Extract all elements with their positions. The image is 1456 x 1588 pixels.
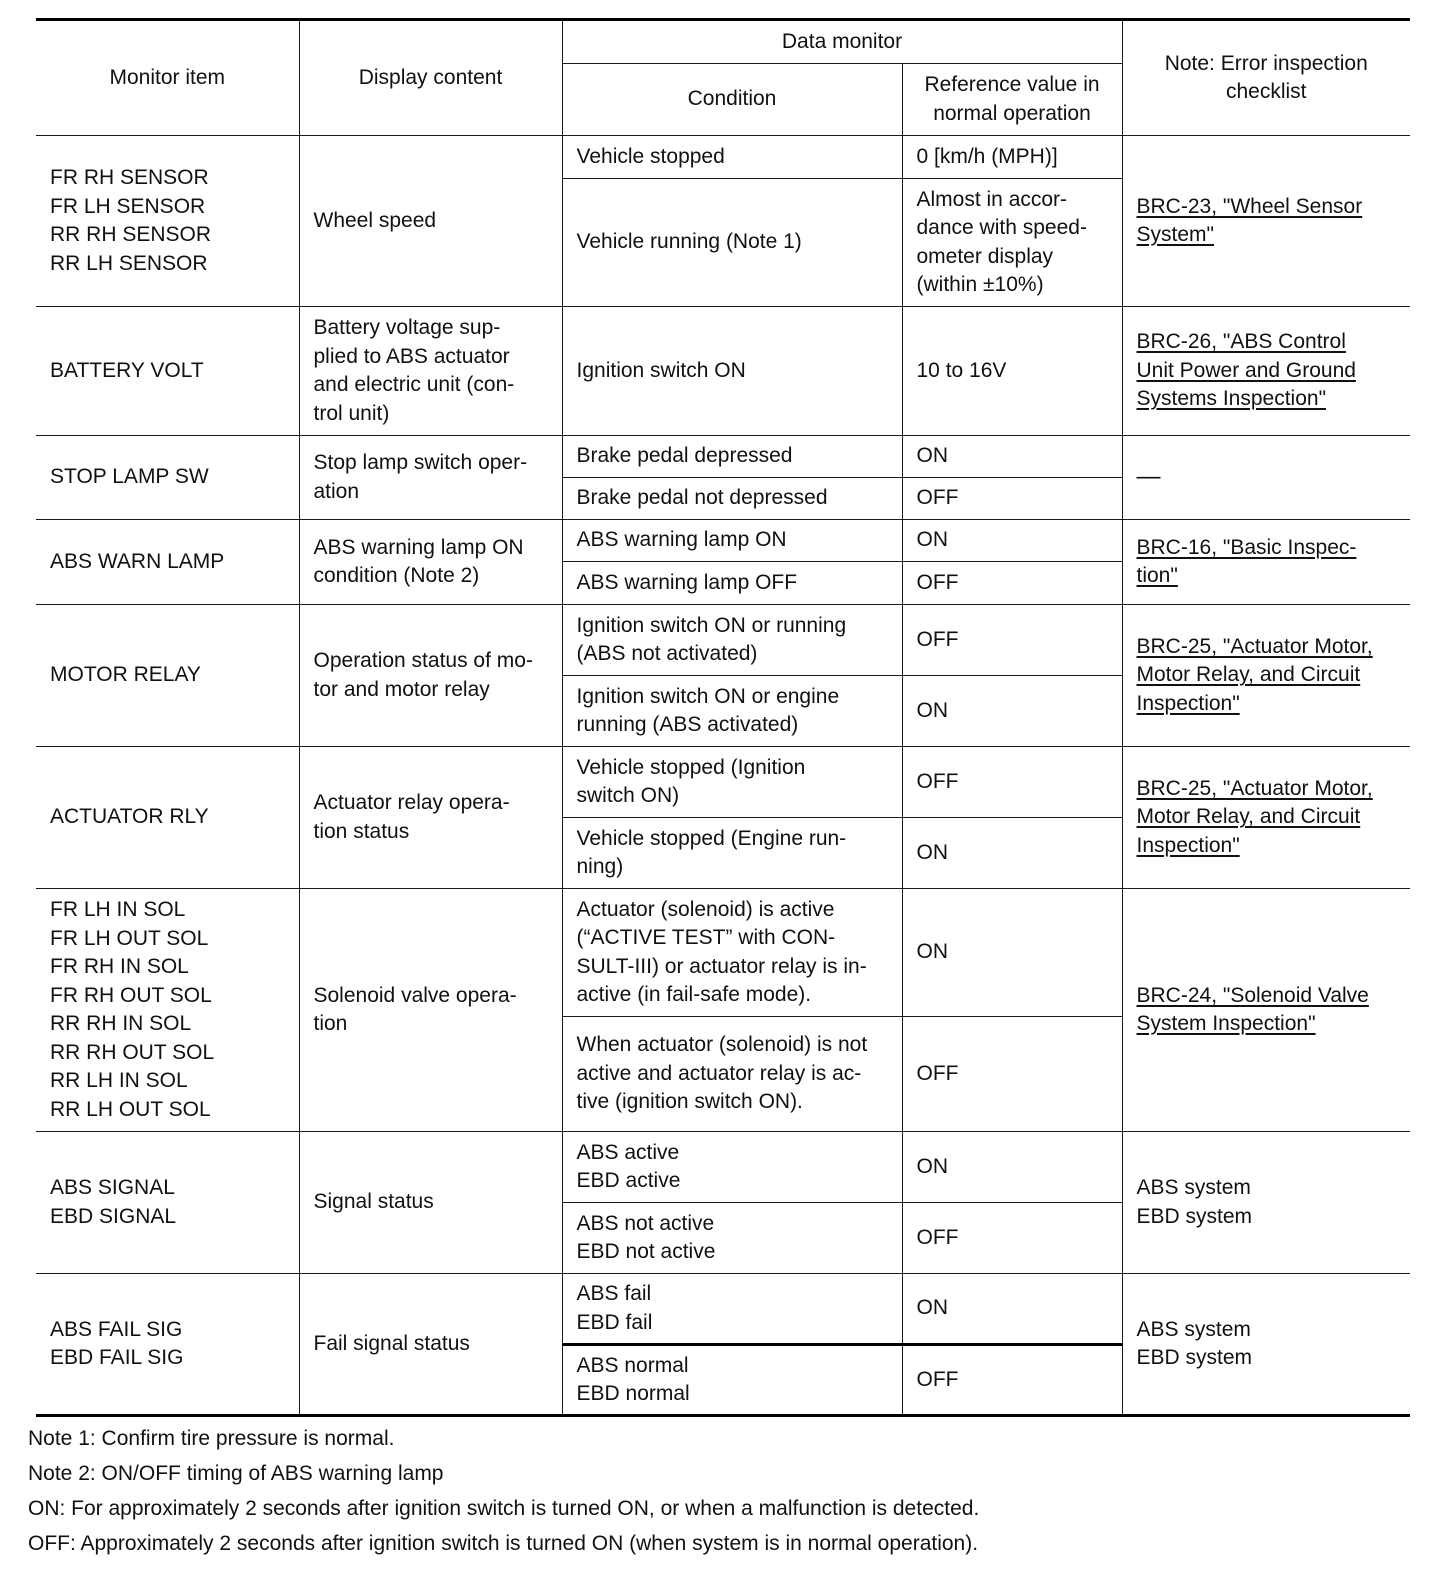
reference-value: OFF [902, 1017, 1122, 1132]
condition: Ignition switch ON or running (ABS not activated) [562, 605, 902, 676]
brc-16-link[interactable]: BRC-16, "Basic Inspec- tion" [1136, 535, 1357, 587]
header-data-monitor: Data monitor [562, 20, 1122, 64]
footnote-off-timing: OFF: Approximately 2 seconds after ignition switch is turned ON (when system is in normal operation). [28, 1532, 979, 1555]
brc-24-link[interactable]: BRC-24, "Solenoid Valve System Inspection" [1136, 983, 1369, 1035]
footnote-1: Note 1: Confirm tire pressure is normal. [28, 1427, 395, 1450]
display-content: ABS warning lamp ON condition (Note 2) [299, 520, 562, 605]
condition: When actuator (solenoid) is not active and actuator relay is ac- tive (ignition switch ON). [562, 1017, 902, 1132]
note-cell: ABS system EBD system [1122, 1132, 1410, 1274]
reference-value: 0 [km/h (MPH)] [902, 136, 1122, 179]
footnotes [28, 1421, 1428, 1561]
note-cell [1122, 889, 1410, 1132]
condition: Vehicle stopped [562, 136, 902, 179]
note-cell [1122, 307, 1410, 436]
reference-value: Almost in accor- dance with speed- ometer display (within ±10%) [902, 179, 1122, 307]
reference-value: OFF [902, 1203, 1122, 1274]
condition: Vehicle stopped (Engine run- ning) [562, 818, 902, 889]
data-monitor-table [36, 18, 1410, 1417]
reference-value: OFF [902, 747, 1122, 818]
header-display-content: Display content [299, 20, 562, 136]
monitor-item: MOTOR RELAY [36, 605, 299, 747]
display-content: Fail signal status [299, 1274, 562, 1416]
display-content: Signal status [299, 1132, 562, 1274]
condition: Vehicle stopped (Ignition switch ON) [562, 747, 902, 818]
condition: ABS active EBD active [562, 1132, 902, 1203]
display-content: Solenoid valve opera- tion [299, 889, 562, 1132]
reference-value: 10 to 16V [902, 307, 1122, 436]
condition: Brake pedal depressed [562, 436, 902, 478]
reference-value: ON [902, 1132, 1122, 1203]
brc-26-link[interactable]: BRC-26, "ABS Control Unit Power and Ground Systems Inspection" [1136, 330, 1356, 411]
condition: Actuator (solenoid) is active (“ACTIVE TEST” with CON- SULT-III) or actuator relay is in- active (in fail-safe mode). [562, 889, 902, 1017]
display-content: Wheel speed [299, 136, 562, 307]
display-content: Stop lamp switch oper- ation [299, 436, 562, 520]
display-content: Battery voltage sup- plied to ABS actuator and electric unit (con- trol unit) [299, 307, 562, 436]
reference-value: OFF [902, 1345, 1122, 1416]
reference-value: OFF [902, 605, 1122, 676]
brc-25-link[interactable]: BRC-25, "Actuator Motor, Motor Relay, and Circuit Inspection" [1136, 634, 1373, 715]
reference-value: OFF [902, 478, 1122, 520]
note-cell [1122, 520, 1410, 605]
footnote-2: Note 2: ON/OFF timing of ABS warning lamp [28, 1462, 444, 1485]
condition: Brake pedal not depressed [562, 478, 902, 520]
display-content: Operation status of mo- tor and motor relay [299, 605, 562, 747]
condition: ABS normal EBD normal [562, 1345, 902, 1416]
condition: ABS warning lamp ON [562, 520, 902, 562]
note-cell [1122, 605, 1410, 747]
note-cell: ABS system EBD system [1122, 1274, 1410, 1416]
condition: ABS fail EBD fail [562, 1274, 902, 1345]
condition: Vehicle running (Note 1) [562, 179, 902, 307]
header-monitor-item: Monitor item [36, 20, 299, 136]
footnote-on-timing: ON: For approximately 2 seconds after ignition switch is turned ON, or when a malfunction is detected. [28, 1497, 980, 1520]
note-cell [1122, 136, 1410, 307]
monitor-item: BATTERY VOLT [36, 307, 299, 436]
brc-23-link[interactable]: BRC-23, "Wheel Sensor System" [1136, 194, 1363, 246]
reference-value: ON [902, 676, 1122, 747]
header-error-inspection-checklist: Note: Error inspection checklist [1122, 20, 1410, 136]
note-dash: — [1122, 436, 1410, 520]
condition: ABS warning lamp OFF [562, 562, 902, 605]
header-condition: Condition [562, 64, 902, 136]
monitor-item: FR LH IN SOL FR LH OUT SOL FR RH IN SOL FR RH OUT SOL RR RH IN SOL RR RH OUT SOL RR LH IN SOL RR LH OUT SOL [36, 889, 299, 1132]
reference-value: ON [902, 818, 1122, 889]
reference-value: ON [902, 436, 1122, 478]
reference-value: OFF [902, 562, 1122, 605]
monitor-item: ACTUATOR RLY [36, 747, 299, 889]
monitor-item: STOP LAMP SW [36, 436, 299, 520]
monitor-item: ABS WARN LAMP [36, 520, 299, 605]
reference-value: ON [902, 520, 1122, 562]
reference-value: ON [902, 889, 1122, 1017]
header-reference-value: Reference value in normal operation [902, 64, 1122, 136]
monitor-item: ABS FAIL SIG EBD FAIL SIG [36, 1274, 299, 1416]
monitor-item: FR RH SENSOR FR LH SENSOR RR RH SENSOR RR LH SENSOR [36, 136, 299, 307]
reference-value: ON [902, 1274, 1122, 1345]
condition: ABS not active EBD not active [562, 1203, 902, 1274]
brc-25-link[interactable]: BRC-25, "Actuator Motor, Motor Relay, and Circuit Inspection" [1136, 776, 1373, 857]
condition: Ignition switch ON or engine running (ABS activated) [562, 676, 902, 747]
note-cell [1122, 747, 1410, 889]
display-content: Actuator relay opera- tion status [299, 747, 562, 889]
condition: Ignition switch ON [562, 307, 902, 436]
monitor-item: ABS SIGNAL EBD SIGNAL [36, 1132, 299, 1274]
